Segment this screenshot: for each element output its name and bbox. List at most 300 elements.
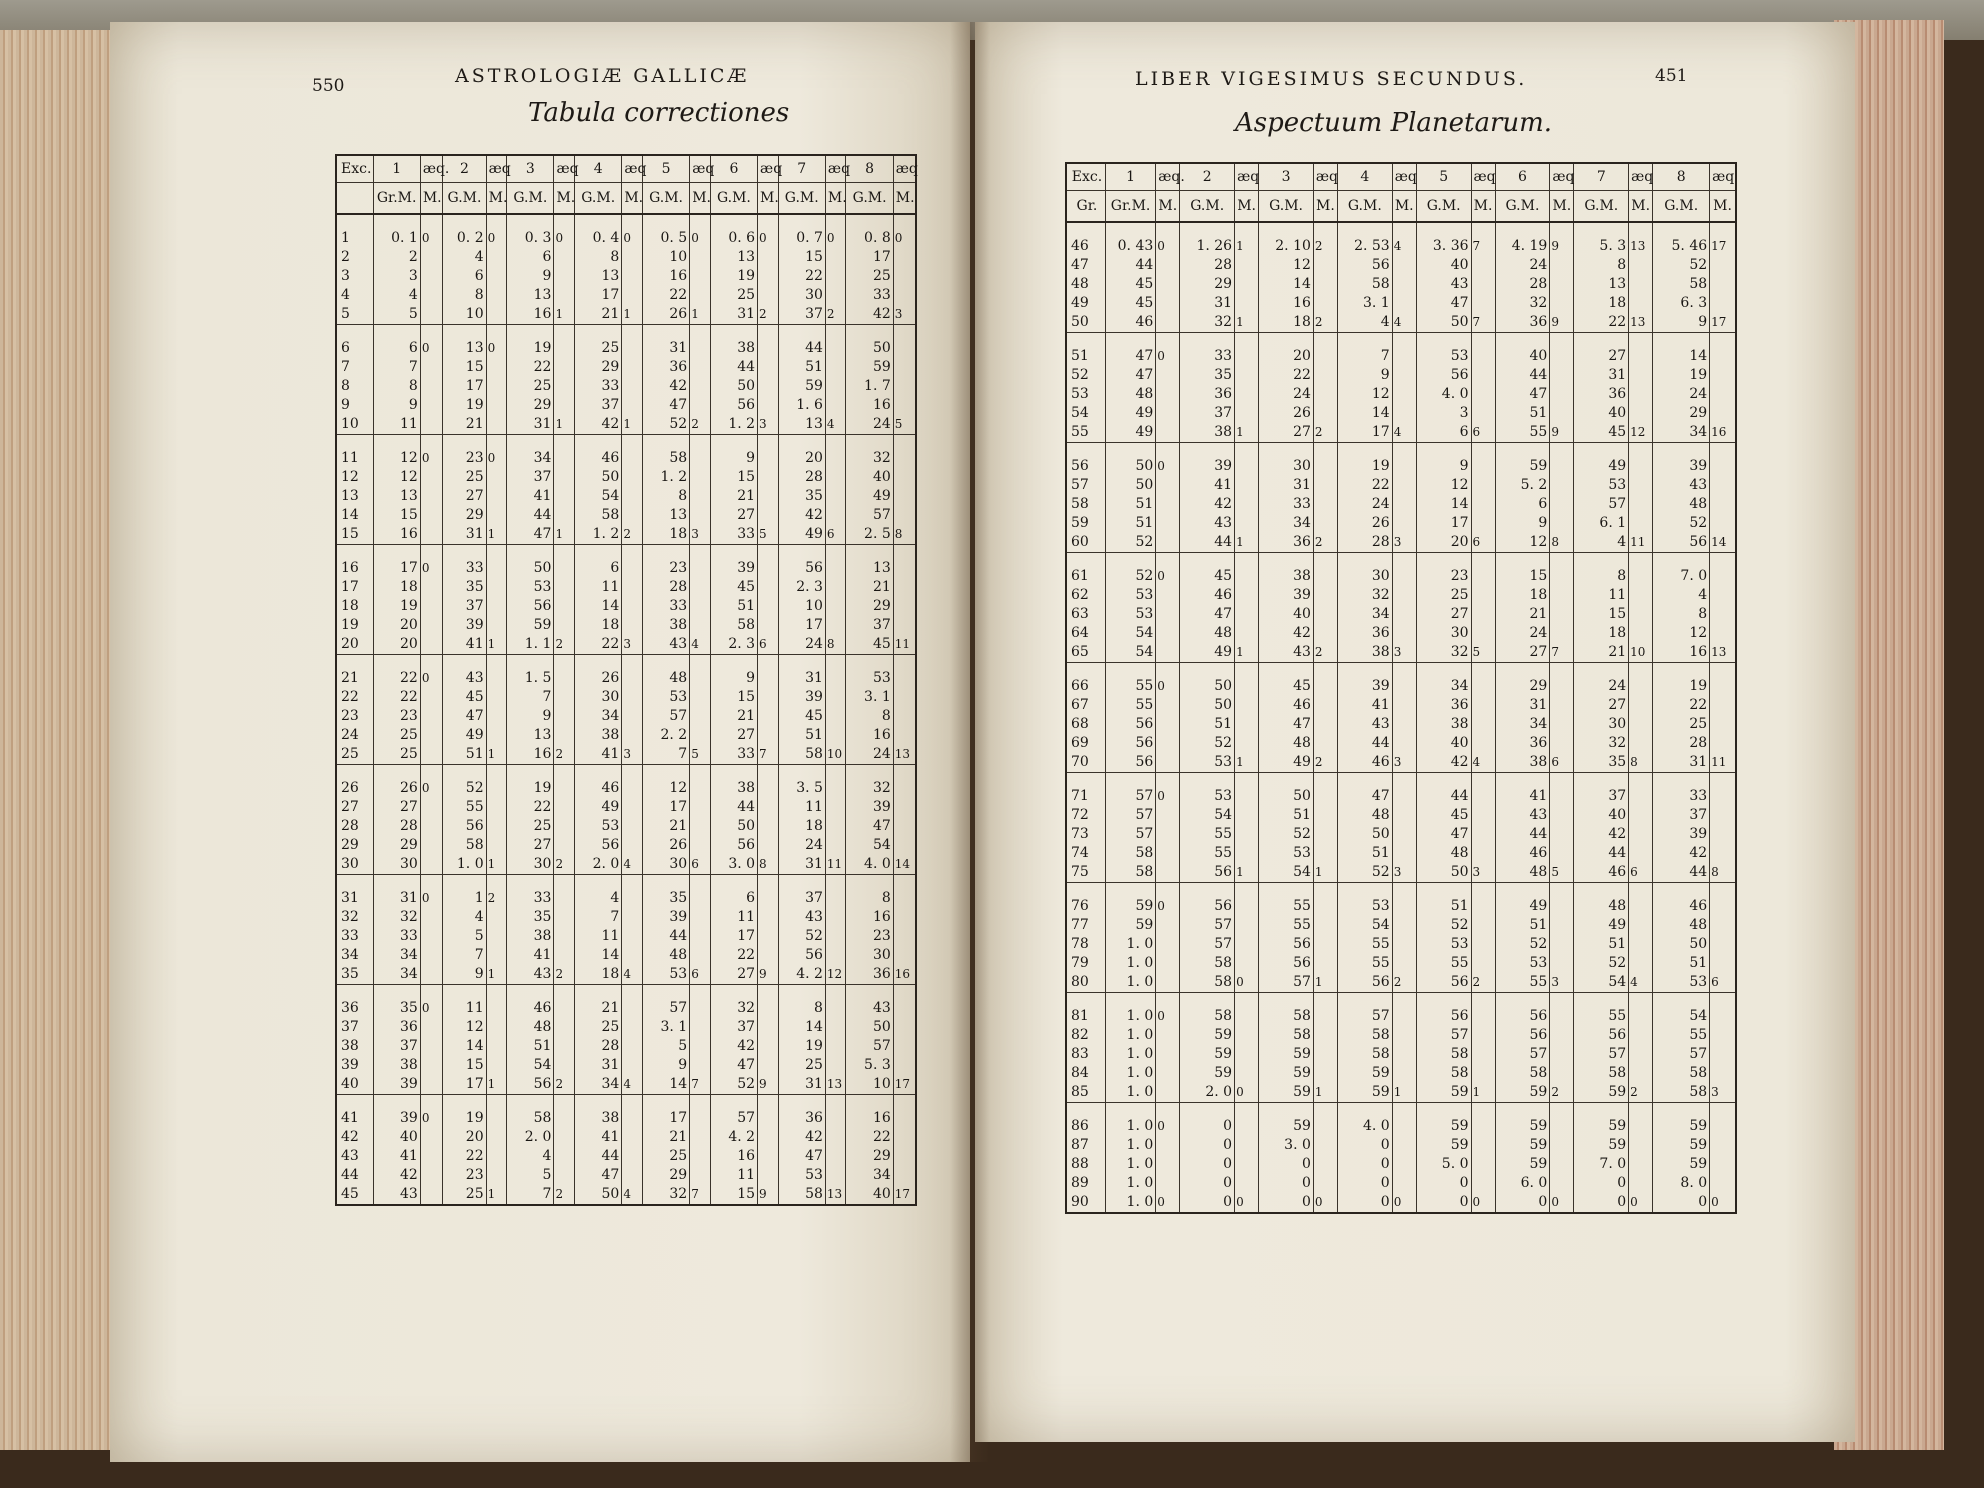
table-cell [1471,347,1495,366]
table-row [336,339,916,358]
table-cell: 7 [642,745,689,765]
table-cell [1156,1045,1180,1064]
table-cell: 15 [710,468,757,487]
table-cell: 2 [1313,423,1337,443]
table-cell [622,1166,643,1185]
table-cell [758,449,779,468]
table-cell: 53 [1574,476,1629,495]
table-cell: 0 [1180,1193,1235,1213]
table-cell: 25 [336,745,373,765]
table-cell: 49 [1574,457,1629,476]
table-cell: 41 [1180,476,1235,495]
table-cell: 36 [1495,734,1550,753]
table-row [336,229,916,248]
table-row [336,578,916,597]
table-cell: 17 [575,286,622,305]
table-cell [554,1018,575,1037]
table-cell [690,248,711,267]
table-cell [1392,1155,1416,1174]
table-cell: 11 [373,415,420,435]
table-cell: 0 [1710,1193,1736,1213]
table-row [1066,1117,1736,1136]
table-cell: 2 [443,155,486,183]
table-cell: 39 [373,1075,420,1095]
table-cell [690,779,711,798]
table-cell: 0 [1156,787,1180,806]
table-cell: 35 [443,578,486,597]
table-row [1066,275,1736,294]
table-cell: 50 [1653,935,1710,954]
table-cell: 20 [373,616,420,635]
table-cell: 1 [486,635,507,655]
table-cell [1710,954,1736,973]
table-cell: 0 [1180,1117,1235,1136]
table-cell [825,559,846,578]
table-cell [1550,1026,1574,1045]
table-cell: 36 [1574,385,1629,404]
table-cell [420,1056,443,1075]
table-cell: 0 [1337,1136,1392,1155]
table-cell: 47 [1337,787,1392,806]
table-cell: 9 [710,449,757,468]
table-row [1066,734,1736,753]
table-cell: 11 [1574,586,1629,605]
table-cell [554,377,575,396]
table-row [336,635,916,655]
table-cell [622,1056,643,1075]
table-cell: 33 [1653,787,1710,806]
table-cell: 7 [690,1075,711,1095]
table-cell [1471,806,1495,825]
table-cell [1156,495,1180,514]
table-row [336,305,916,325]
table-cell: 43 [1180,514,1235,533]
table-cell: 37 [710,1018,757,1037]
table-cell [1156,1083,1180,1103]
table-cell: 28 [1180,256,1235,275]
table-cell [1235,696,1259,715]
table-cell [690,597,711,616]
table-cell: 23 [373,707,420,726]
table-row [1066,1083,1736,1103]
table-cell: æq [1235,163,1259,191]
table-cell [1629,294,1653,313]
table-cell: 28 [1495,275,1550,294]
table-cell: 0 [1337,1155,1392,1174]
table-cell: 49 [1105,423,1155,443]
table-cell [1156,734,1180,753]
table-cell: æq [1392,163,1416,191]
table-cell [1710,294,1736,313]
table-cell [486,1166,507,1185]
table-cell: 58 [1180,973,1235,993]
table-cell: 47 [1416,825,1471,844]
table-cell [1235,275,1259,294]
table-cell: 26 [642,836,689,855]
table-cell: 19 [336,616,373,635]
table-cell: 36 [373,1018,420,1037]
table-cell: 44 [1416,787,1471,806]
table-cell: 25 [575,339,622,358]
table-cell: 30 [642,855,689,875]
table-cell: 29 [336,836,373,855]
table-cell [1156,385,1180,404]
table-cell: 40 [846,1185,893,1205]
table-cell: 0 [486,339,507,358]
table-cell [1710,514,1736,533]
table-cell: 7 [336,358,373,377]
table-cell: 81 [1066,1007,1105,1026]
table-cell: 6 [1416,423,1471,443]
table-cell: 64 [1066,624,1105,643]
table-cell: 35 [507,908,554,927]
table-cell: 11 [336,449,373,468]
table-cell: 57 [1105,787,1155,806]
table-cell: 1. 0 [1105,935,1155,954]
table-cell: 3 [1392,533,1416,553]
table-cell [622,1018,643,1037]
table-cell: 55 [1495,973,1550,993]
table-cell [1235,457,1259,476]
table-cell [1629,586,1653,605]
table-cell: 8. 0 [1653,1174,1710,1193]
table-cell: 0. 5 [642,229,689,248]
table-cell [622,817,643,836]
table-cell: 50 [507,559,554,578]
table-cell [893,267,916,286]
table-cell [1629,916,1653,935]
table-cell: 12 [1337,385,1392,404]
table-cell: 8 [846,155,893,183]
table-cell [1235,385,1259,404]
table-cell [1629,715,1653,734]
table-cell [554,927,575,946]
table-cell [622,506,643,525]
table-cell: 54 [1574,973,1629,993]
table-cell: 52 [1337,863,1392,883]
table-cell [1235,256,1259,275]
table-cell: 13 [336,487,373,506]
table-cell: 6 [758,635,779,655]
table-cell: 50 [1105,457,1155,476]
table-cell [690,688,711,707]
table-cell: 1 [486,965,507,985]
table-cell [622,358,643,377]
table-cell: 20 [373,635,420,655]
table-cell [893,1018,916,1037]
table-row [1066,973,1736,993]
table-cell: 22 [1574,313,1629,333]
table-cell: 5. 0 [1416,1155,1471,1174]
table-cell [1313,567,1337,586]
table-row [1066,366,1736,385]
table-cell: 9 [443,965,486,985]
table-cell: 0 [554,229,575,248]
table-cell [1550,1117,1574,1136]
table-cell [1235,1007,1259,1026]
table-cell: 29 [507,396,554,415]
table-cell [893,726,916,745]
table-cell [1471,567,1495,586]
table-cell: 9 [1416,457,1471,476]
table-cell: 72 [1066,806,1105,825]
table-cell: 29 [846,1147,893,1166]
table-cell: 19 [373,597,420,616]
table-cell [1471,696,1495,715]
table-cell: 58 [1105,844,1155,863]
table-cell: 78 [1066,935,1105,954]
table-cell: 33 [443,559,486,578]
table-cell [554,908,575,927]
table-cell: 82 [1066,1026,1105,1045]
table-cell: 4 [443,248,486,267]
table-cell: 47 [443,707,486,726]
table-cell: 38 [336,1037,373,1056]
table-cell: 55 [1416,954,1471,973]
table-cell [1392,514,1416,533]
table-cell: 58 [1259,1007,1314,1026]
table-cell [486,669,507,688]
table-cell [622,779,643,798]
table-cell: 5 [507,1166,554,1185]
table-cell: 0. 7 [778,229,825,248]
table-cell: 16 [846,726,893,745]
table-cell: 1 [1471,1083,1495,1103]
table-cell: 21 [642,1128,689,1147]
table-cell: 40 [1259,605,1314,624]
table-cell [622,449,643,468]
table-cell: 0 [1156,1193,1180,1213]
table-cell [1471,586,1495,605]
table-cell: 1 [554,415,575,435]
table-cell: 46 [1653,897,1710,916]
table-cell [1156,256,1180,275]
table-cell [420,248,443,267]
table-cell: 43 [336,1147,373,1166]
table-cell: 37 [778,305,825,325]
table-cell [1629,366,1653,385]
table-cell [1710,1007,1736,1026]
table-cell: æq. [1156,163,1180,191]
table-cell: 15 [710,688,757,707]
table-cell: 23 [846,927,893,946]
table-cell: 19 [710,267,757,286]
table-cell [758,908,779,927]
table-cell [758,817,779,836]
table-cell [622,286,643,305]
table-cell: 0. 1 [373,229,420,248]
table-cell [486,1147,507,1166]
table-cell: G.M. [1653,191,1710,223]
table-cell [1629,954,1653,973]
table-row [1066,935,1736,954]
table-cell [554,1166,575,1185]
table-cell: 59 [1105,897,1155,916]
table-cell [622,339,643,358]
table-cell: Gr. [1066,191,1105,223]
table-cell: 12 [1653,624,1710,643]
table-row [1066,294,1736,313]
table-cell: 47 [575,1166,622,1185]
table-cell [1313,476,1337,495]
table-cell [893,669,916,688]
table-cell: 22 [778,267,825,286]
table-row [336,1147,916,1166]
table-cell [1235,1155,1259,1174]
table-cell: 26 [336,779,373,798]
table-cell: 43 [1495,806,1550,825]
table-cell [1392,715,1416,734]
table-cell: 0 [420,889,443,908]
table-cell: 13 [1710,643,1736,663]
table-cell: 41 [1495,787,1550,806]
table-cell [825,817,846,836]
table-cell: 27 [1259,423,1314,443]
table-cell: æq [893,155,916,183]
table-cell [1471,715,1495,734]
table-cell [1156,366,1180,385]
table-cell: 40 [1416,734,1471,753]
table-cell [1392,954,1416,973]
table-cell: 19 [443,1109,486,1128]
table-cell [1471,825,1495,844]
table-cell: 37 [1180,404,1235,423]
table-cell: 30 [336,855,373,875]
table-cell [622,669,643,688]
table-cell: G.M. [778,183,825,215]
table-cell: 46 [1105,313,1155,333]
table-cell: 16 [642,267,689,286]
table-cell: 11 [710,1166,757,1185]
table-cell: 39 [1653,825,1710,844]
table-cell: 6 [443,267,486,286]
table-cell: 5 [336,305,373,325]
group-spacer [1066,773,1736,788]
table-cell: 42 [778,506,825,525]
table-cell: 56 [1495,1026,1550,1045]
table-cell: 5 [1471,643,1495,663]
table-cell [1710,787,1736,806]
table-cell: 29 [1180,275,1235,294]
table-cell: 4. 2 [778,965,825,985]
table-cell: 49 [1180,643,1235,663]
table-cell: 55 [1337,935,1392,954]
table-cell: 50 [1066,313,1105,333]
table-row [336,267,916,286]
table-cell: 47 [846,817,893,836]
table-cell [893,487,916,506]
table-cell: 50 [1180,677,1235,696]
table-cell: 2 [554,965,575,985]
table-cell [1471,1117,1495,1136]
table-cell: 45 [1105,294,1155,313]
table-cell: 12 [825,965,846,985]
table-cell: 45 [336,1185,373,1205]
table-cell [622,726,643,745]
table-cell: 0 [1259,1193,1314,1213]
table-cell [554,578,575,597]
table-cell [1710,1026,1736,1045]
table-cell: 1 [373,155,420,183]
table-cell: 4. 19 [1495,237,1550,256]
table-cell: 5. 46 [1653,237,1710,256]
table-cell: 69 [1066,734,1105,753]
table-cell: 0. 43 [1105,237,1155,256]
table-cell: 48 [1495,863,1550,883]
table-cell: 1 [1235,533,1259,553]
table-cell [1629,897,1653,916]
group-spacer [336,875,916,890]
table-cell: 2 [1550,1083,1574,1103]
table-cell [420,597,443,616]
table-cell [893,468,916,487]
table-cell: 14 [778,1018,825,1037]
table-cell: 9 [758,965,779,985]
table-row [336,999,916,1018]
table-cell [622,836,643,855]
table-cell: 23 [443,1166,486,1185]
table-cell: 54 [575,487,622,506]
table-cell [1629,256,1653,275]
table-cell: 54 [1066,404,1105,423]
table-cell: 73 [1066,825,1105,844]
table-cell [1392,385,1416,404]
table-cell: 0 [1156,677,1180,696]
table-cell: 9 [1653,313,1710,333]
table-row [336,248,916,267]
table-cell: 2 [486,889,507,908]
table-cell: 25 [443,1185,486,1205]
table-cell: 22 [336,688,373,707]
table-cell: 56 [1337,256,1392,275]
table-cell: 59 [1180,1064,1235,1083]
table-cell: 57 [1574,1045,1629,1064]
table-cell: 4 [336,286,373,305]
table-cell: 13 [846,559,893,578]
table-cell: 57 [1259,973,1314,993]
table-cell: 50 [575,468,622,487]
table-cell: 0 [622,229,643,248]
table-cell [1550,1045,1574,1064]
table-row [1066,787,1736,806]
table-cell: 5 [1550,863,1574,883]
table-cell: 47 [1495,385,1550,404]
table-cell: 56 [1416,366,1471,385]
table-cell [420,635,443,655]
table-cell [1392,567,1416,586]
table-cell: M. [893,183,916,215]
table-cell [1710,1136,1736,1155]
table-cell: 44 [1495,366,1550,385]
table-cell [1550,256,1574,275]
table-cell [758,1166,779,1185]
table-cell: 42 [1259,624,1314,643]
table-cell [1550,935,1574,954]
table-cell [1471,935,1495,954]
table-cell: 21 [575,305,622,325]
table-cell: 8 [373,377,420,396]
table-cell: 0 [1180,1174,1235,1193]
table-cell [1235,677,1259,696]
table-cell [1235,1026,1259,1045]
table-cell [1392,347,1416,366]
table-cell: 41 [373,1147,420,1166]
table-cell [554,707,575,726]
table-cell [758,248,779,267]
table-cell: 39 [778,688,825,707]
table-cell: 34 [373,965,420,985]
table-row [336,1185,916,1205]
